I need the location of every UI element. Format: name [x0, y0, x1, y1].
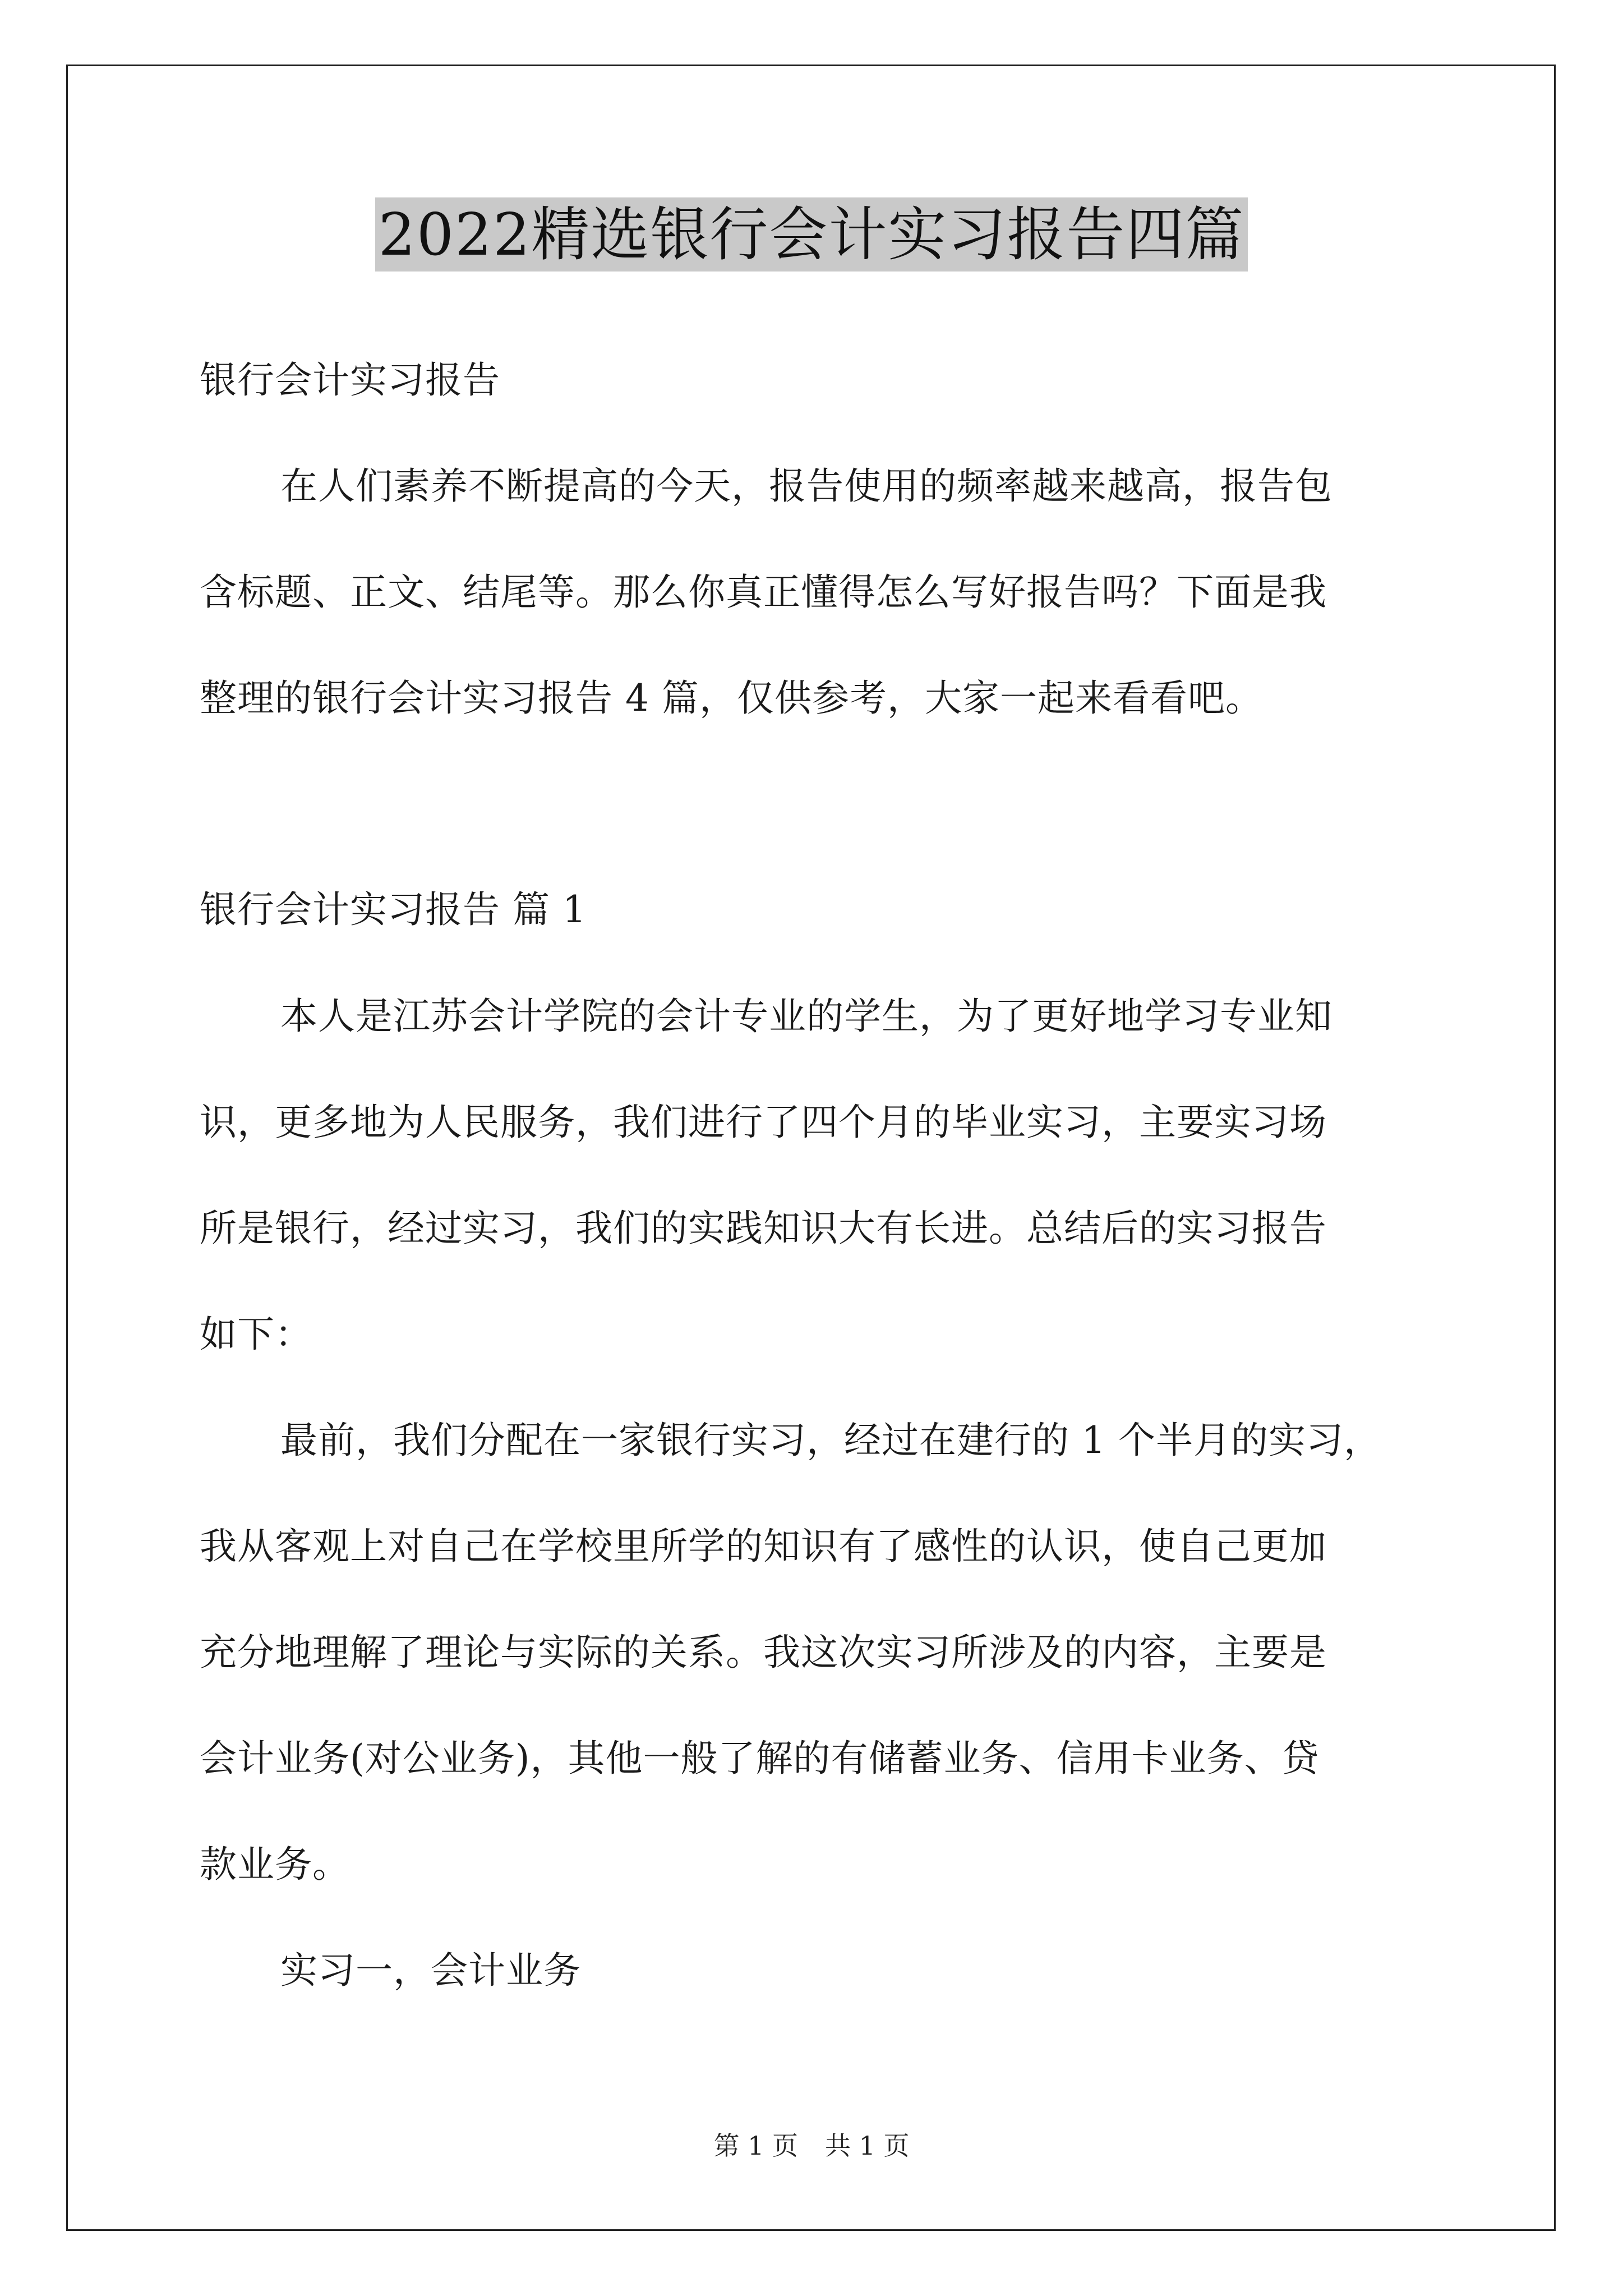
paragraph-2-line: 充分地理解了理论与实际的关系。我这次实习所涉及的内容，主要是 [200, 1631, 1327, 1674]
section-heading-report: 银行会计实习报告 [200, 358, 500, 402]
intro-paragraph-line: 整理的银行会计实习报告 4 篇，仅供参考，大家一起来看看吧。 [200, 677, 1263, 720]
paragraph-2-line: 款业务。 [200, 1843, 350, 1886]
paragraph-1-line: 本人是江苏会计学院的会计专业的学生，为了更好地学习专业知 [280, 995, 1332, 1038]
section-heading-part-1: 银行会计实习报告 篇 1 [200, 888, 587, 931]
page-number-total: 共 1 页 [825, 2131, 910, 2161]
document-title: 2022精选银行会计实习报告四篇 [375, 197, 1248, 272]
title-container [0, 197, 1623, 272]
intro-paragraph-line: 含标题、正文、结尾等。那么你真正懂得怎么写好报告吗？下面是我 [200, 570, 1327, 614]
paragraph-2-line: 我从客观上对自己在学校里所学的知识有了感性的认识，使自己更加 [200, 1525, 1327, 1568]
paragraph-2-line: 最前，我们分配在一家银行实习，经过在建行的 1 个半月的实习， [280, 1419, 1381, 1462]
intro-paragraph-line: 在人们素养不断提高的今天，报告使用的频率越来越高，报告包 [280, 464, 1332, 508]
paragraph-1-line: 识，更多地为人民服务，我们进行了四个月的毕业实习，主要实习场 [200, 1101, 1327, 1144]
page-footer [0, 2130, 1623, 2161]
paragraph-2-line: 会计业务(对公业务)，其他一般了解的有储蓄业务、信用卡业务、贷 [200, 1737, 1320, 1780]
subheading-accounting-business: 实习一，会计业务 [280, 1949, 581, 1992]
page-number-current: 第 1 页 [713, 2131, 798, 2161]
paragraph-1-line: 如下： [200, 1313, 312, 1356]
paragraph-1-line: 所是银行，经过实习，我们的实践知识大有长进。总结后的实习报告 [200, 1207, 1327, 1250]
